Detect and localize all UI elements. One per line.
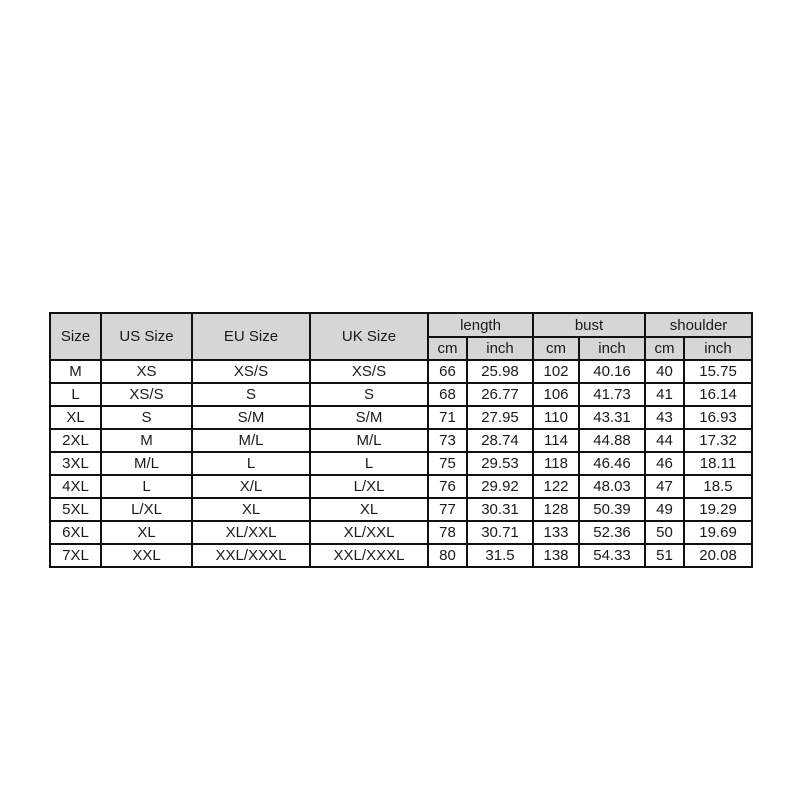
cell-us-size: XS [101, 360, 192, 383]
unit-bust-cm: cm [533, 337, 579, 360]
cell-length-inch: 29.53 [467, 452, 533, 475]
cell-shoulder-cm: 51 [645, 544, 684, 567]
cell-bust-cm: 114 [533, 429, 579, 452]
header-us-size: US Size [101, 313, 192, 360]
cell-size: L [50, 383, 101, 406]
cell-eu-size: XL/XXL [192, 521, 310, 544]
cell-length-inch: 28.74 [467, 429, 533, 452]
cell-eu-size: XL [192, 498, 310, 521]
cell-shoulder-inch: 18.5 [684, 475, 752, 498]
table-row [50, 406, 752, 429]
table-row [50, 521, 752, 544]
cell-shoulder-inch: 15.75 [684, 360, 752, 383]
cell-length-cm: 75 [428, 452, 467, 475]
unit-shoulder-cm: cm [645, 337, 684, 360]
table-body [50, 360, 752, 567]
cell-size: M [50, 360, 101, 383]
table-row [50, 498, 752, 521]
cell-bust-cm: 110 [533, 406, 579, 429]
cell-size: 6XL [50, 521, 101, 544]
cell-shoulder-inch: 16.93 [684, 406, 752, 429]
cell-bust-cm: 118 [533, 452, 579, 475]
table-row [50, 452, 752, 475]
cell-shoulder-cm: 50 [645, 521, 684, 544]
cell-us-size: S [101, 406, 192, 429]
cell-eu-size: X/L [192, 475, 310, 498]
cell-size: 5XL [50, 498, 101, 521]
cell-us-size: XXL [101, 544, 192, 567]
cell-length-inch: 29.92 [467, 475, 533, 498]
cell-us-size: M/L [101, 452, 192, 475]
unit-length-inch: inch [467, 337, 533, 360]
header-shoulder: shoulder [645, 313, 752, 337]
table-row [50, 475, 752, 498]
table-row [50, 360, 752, 383]
cell-shoulder-inch: 18.11 [684, 452, 752, 475]
cell-eu-size: S/M [192, 406, 310, 429]
cell-length-inch: 26.77 [467, 383, 533, 406]
cell-length-cm: 71 [428, 406, 467, 429]
cell-bust-inch: 48.03 [579, 475, 645, 498]
cell-shoulder-inch: 17.32 [684, 429, 752, 452]
cell-uk-size: M/L [310, 429, 428, 452]
header-length: length [428, 313, 533, 337]
size-chart [49, 312, 753, 568]
cell-bust-cm: 133 [533, 521, 579, 544]
cell-shoulder-inch: 20.08 [684, 544, 752, 567]
cell-length-inch: 30.31 [467, 498, 533, 521]
cell-bust-inch: 40.16 [579, 360, 645, 383]
cell-length-cm: 68 [428, 383, 467, 406]
header-size: Size [50, 313, 101, 360]
cell-shoulder-cm: 49 [645, 498, 684, 521]
cell-bust-cm: 102 [533, 360, 579, 383]
cell-length-inch: 25.98 [467, 360, 533, 383]
cell-uk-size: L/XL [310, 475, 428, 498]
table-row [50, 429, 752, 452]
header-row-groups [50, 313, 752, 337]
cell-shoulder-cm: 40 [645, 360, 684, 383]
cell-bust-inch: 52.36 [579, 521, 645, 544]
header-eu-size: EU Size [192, 313, 310, 360]
cell-size: 3XL [50, 452, 101, 475]
cell-eu-size: XXL/XXXL [192, 544, 310, 567]
cell-uk-size: L [310, 452, 428, 475]
cell-eu-size: XS/S [192, 360, 310, 383]
table-row [50, 544, 752, 567]
cell-bust-cm: 106 [533, 383, 579, 406]
cell-eu-size: M/L [192, 429, 310, 452]
cell-length-cm: 66 [428, 360, 467, 383]
cell-size: XL [50, 406, 101, 429]
cell-length-cm: 73 [428, 429, 467, 452]
cell-length-inch: 30.71 [467, 521, 533, 544]
cell-size: 2XL [50, 429, 101, 452]
table-header [50, 313, 752, 360]
cell-bust-inch: 43.31 [579, 406, 645, 429]
cell-bust-inch: 46.46 [579, 452, 645, 475]
cell-size: 7XL [50, 544, 101, 567]
cell-length-cm: 78 [428, 521, 467, 544]
cell-shoulder-cm: 46 [645, 452, 684, 475]
cell-bust-inch: 54.33 [579, 544, 645, 567]
cell-size: 4XL [50, 475, 101, 498]
cell-shoulder-inch: 19.69 [684, 521, 752, 544]
cell-us-size: XL [101, 521, 192, 544]
cell-shoulder-cm: 44 [645, 429, 684, 452]
cell-shoulder-inch: 16.14 [684, 383, 752, 406]
unit-bust-inch: inch [579, 337, 645, 360]
cell-uk-size: XL/XXL [310, 521, 428, 544]
header-bust: bust [533, 313, 645, 337]
cell-us-size: M [101, 429, 192, 452]
cell-shoulder-cm: 47 [645, 475, 684, 498]
cell-eu-size: S [192, 383, 310, 406]
cell-shoulder-cm: 43 [645, 406, 684, 429]
cell-us-size: XS/S [101, 383, 192, 406]
cell-bust-cm: 122 [533, 475, 579, 498]
cell-us-size: L/XL [101, 498, 192, 521]
cell-length-inch: 27.95 [467, 406, 533, 429]
cell-bust-inch: 50.39 [579, 498, 645, 521]
cell-eu-size: L [192, 452, 310, 475]
cell-uk-size: XS/S [310, 360, 428, 383]
cell-bust-inch: 41.73 [579, 383, 645, 406]
cell-uk-size: S/M [310, 406, 428, 429]
unit-shoulder-inch: inch [684, 337, 752, 360]
cell-uk-size: XXL/XXXL [310, 544, 428, 567]
cell-length-cm: 77 [428, 498, 467, 521]
cell-uk-size: XL [310, 498, 428, 521]
cell-bust-inch: 44.88 [579, 429, 645, 452]
cell-length-cm: 80 [428, 544, 467, 567]
table-row [50, 383, 752, 406]
cell-length-cm: 76 [428, 475, 467, 498]
cell-bust-cm: 128 [533, 498, 579, 521]
cell-us-size: L [101, 475, 192, 498]
cell-shoulder-inch: 19.29 [684, 498, 752, 521]
cell-length-inch: 31.5 [467, 544, 533, 567]
header-uk-size: UK Size [310, 313, 428, 360]
cell-bust-cm: 138 [533, 544, 579, 567]
cell-uk-size: S [310, 383, 428, 406]
size-chart-table [49, 312, 753, 568]
unit-length-cm: cm [428, 337, 467, 360]
cell-shoulder-cm: 41 [645, 383, 684, 406]
